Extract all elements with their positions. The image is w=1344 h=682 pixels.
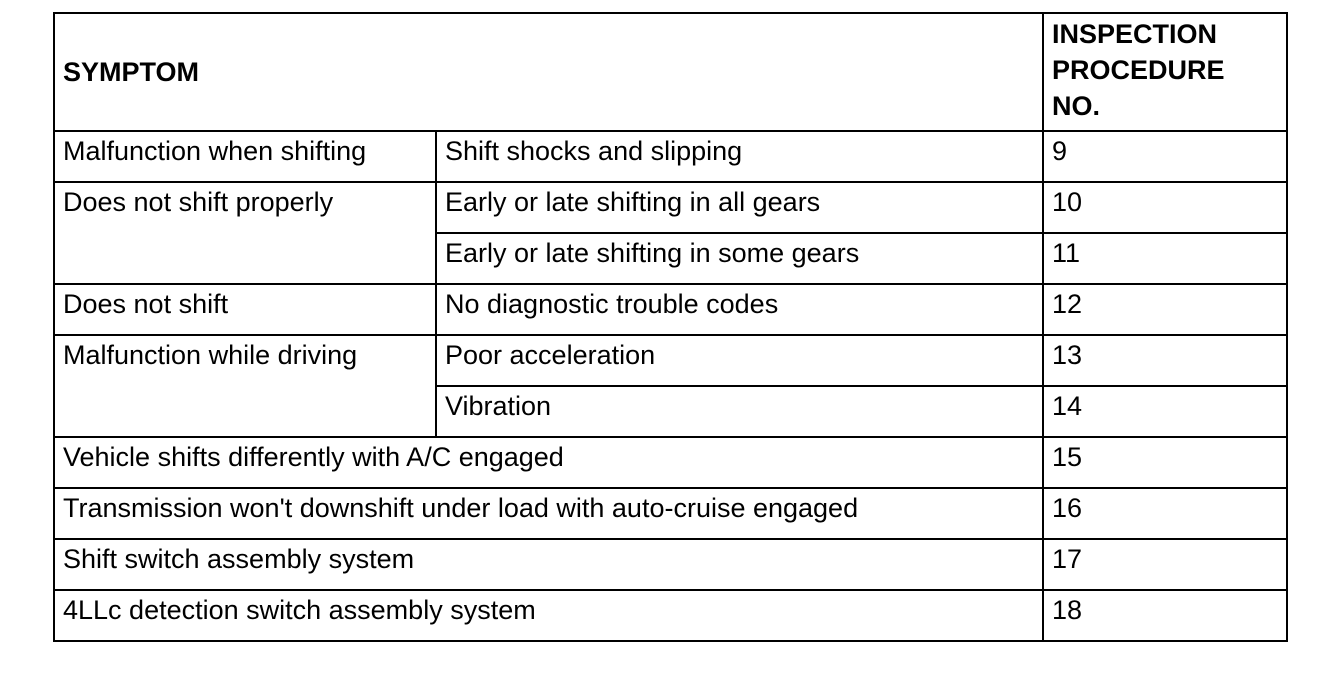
procedure-cell: 18	[1043, 590, 1287, 641]
category-cell: Shift switch assembly system	[54, 539, 1043, 590]
header-procedure: INSPECTION PROCEDURE NO.	[1043, 13, 1287, 131]
symptom-cell: Vibration	[436, 386, 1043, 437]
procedure-cell: 14	[1043, 386, 1287, 437]
header-row	[54, 13, 1287, 131]
symptom-cell: Poor acceleration	[436, 335, 1043, 386]
procedure-cell: 15	[1043, 437, 1287, 488]
category-cell: Malfunction while driving	[54, 335, 436, 437]
table-row	[54, 590, 1287, 641]
table-row	[54, 437, 1287, 488]
symptom-cell: Early or late shifting in some gears	[436, 233, 1043, 284]
procedure-cell: 16	[1043, 488, 1287, 539]
table-row	[54, 335, 1287, 386]
category-cell: Malfunction when shifting	[54, 131, 436, 182]
procedure-cell: 11	[1043, 233, 1287, 284]
procedure-cell: 13	[1043, 335, 1287, 386]
symptom-cell: No diagnostic trouble codes	[436, 284, 1043, 335]
procedure-cell: 12	[1043, 284, 1287, 335]
table-row	[54, 131, 1287, 182]
header-symptom: SYMPTOM	[54, 13, 1043, 131]
table-row	[54, 488, 1287, 539]
symptom-cell: Shift shocks and slipping	[436, 131, 1043, 182]
symptom-cell: Early or late shifting in all gears	[436, 182, 1043, 233]
category-cell: Vehicle shifts differently with A/C engaged	[54, 437, 1043, 488]
category-cell: Transmission won't downshift under load with auto-cruise engaged	[54, 488, 1043, 539]
table-row	[54, 284, 1287, 335]
symptom-table	[53, 12, 1288, 642]
procedure-cell: 17	[1043, 539, 1287, 590]
category-cell: Does not shift properly	[54, 182, 436, 284]
category-cell: Does not shift	[54, 284, 436, 335]
procedure-cell: 10	[1043, 182, 1287, 233]
table-row	[54, 182, 1287, 233]
table-row	[54, 539, 1287, 590]
category-cell: 4LLc detection switch assembly system	[54, 590, 1043, 641]
procedure-cell: 9	[1043, 131, 1287, 182]
